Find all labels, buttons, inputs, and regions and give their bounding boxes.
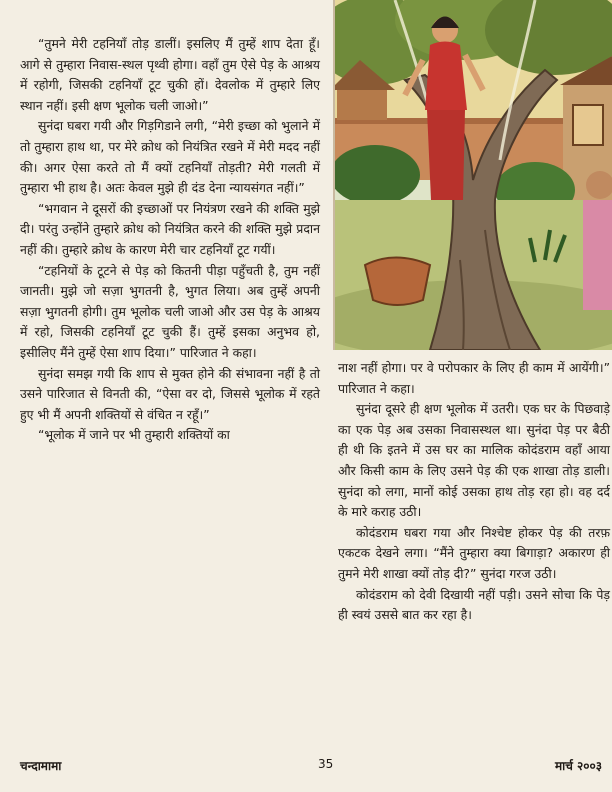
page-footer: [0, 757, 612, 779]
tree-scene-illustration: [335, 0, 612, 350]
paragraph: कोदंडराम घबरा गया और निश्चेष्ट होकर पेड़ की तरफ़ एकटक देखने लगा। “मैंने तुम्हारा क्या बिगाड़ा? अकारण ही तुमने मेरी शाखा क्यों तोड़ दी?” सुनंदा गरज उठी।: [338, 524, 610, 581]
paragraph: सुनंदा दूसरे ही क्षण भूलोक में उतरी। एक घर के पिछवाड़े का एक पेड़ अब उसका निवासस्थल था। सुनंदा पेड़ पर बैठी ही थी कि इतने में उस घर का मालिक कोदंडराम वहाँ आया और किसी काम के लिए उसने पेड़ की एक शाखा तोड़ डाली। सुनंदा को लगा, मानों कोई उसका हाथ तोड़ रहा हो। वह दर्द के मारे कराह उठी।: [338, 401, 610, 520]
story-illustration: [333, 0, 612, 350]
paragraph: “भगवान ने दूसरों की इच्छाओं पर नियंत्रण रखने की शक्ति मुझे दी। परंतु उन्होंने तुम्हारे क्रोध को नियंत्रित करने की शक्ति मुझे प्रदान नहीं की। तुम्हारे क्रोध के कारण मेरी चार टहनियाँ टूट गयीं।: [20, 200, 320, 257]
paragraph: सुनंदा समझ गयी कि शाप से मुक्त होने की संभावना नहीं है तो उसने पारिजात से विनती की, “ऐसा वर दो, जिससे भूलोक में रहते हुए भी मैं अपनी शक्तियों से वंचित न रहूँ।”: [20, 365, 320, 422]
issue-date: मार्च २००३: [554, 759, 602, 773]
paragraph: सुनंदा घबरा गयी और गिड़गिडाने लगी, “मेरी इच्छा को भुलाने में तो तुम्हारा हाथ था, पर मेरे क्रोध को नियंत्रित रखने में मेरी मदद नहीं की। अगर ऐसा करते तो मैं क्यों टहनियाँ तोड़ती? मेरी गलती में तुम्हारा भी हाथ है। अतः केवल मुझे ही दंड देना न्यायसंगत नहीं।”: [20, 118, 320, 196]
paragraph: “टहनियों के टूटने से पेड़ को कितनी पीड़ा पहुँचती है, तुम नहीं जानती। मुझे जो सज़ा भुगतनी है, भुगत लिया। अब तुम्हें अपनी सज़ा भुगतनी होगी। तुम भूलोक चली जाओ और उस पेड़ के आश्रय में रहो, जिसकी टहनियाँ टूट चुकी हैं। तुम्हें इसका अनुभव हो, इसीलिए मैंने तुम्हें ऐसा शाप दिया।” पारिजात ने कहा।: [20, 262, 320, 360]
paragraph: “तुमने मेरी टहनियाँ तोड़ डालीं। इसलिए मैं तुम्हें शाप देता हूँ। आगे से तुम्हारा निवास-स्थल पृथ्वी होगा। वहाँ तुम ऐसे पेड़ के आश्रय में रहोगी, जिसकी टहनियाँ टूट चुकी हों। देवलोक में तुम्हारे लिए स्थान नहीं। इसी क्षण भूलोक चली जाओ।”: [20, 36, 320, 113]
left-text-column: [20, 34, 320, 446]
paragraph: नाश नहीं होगा। पर वे परोपकार के लिए ही काम में आयेंगी।” पारिजात ने कहा।: [338, 360, 610, 396]
magazine-name: चन्दामामा: [20, 759, 62, 773]
page-number: 35: [318, 757, 334, 771]
paragraph: “भूलोक में जाने पर भी तुम्हारी शक्तियों का: [38, 427, 230, 443]
right-text-column: [338, 358, 610, 626]
paragraph: कोदंडराम को देवी दिखायी नहीं पड़ी। उसने सोचा कि पेड़ ही स्वयं उससे बात कर रहा है।: [338, 586, 610, 623]
